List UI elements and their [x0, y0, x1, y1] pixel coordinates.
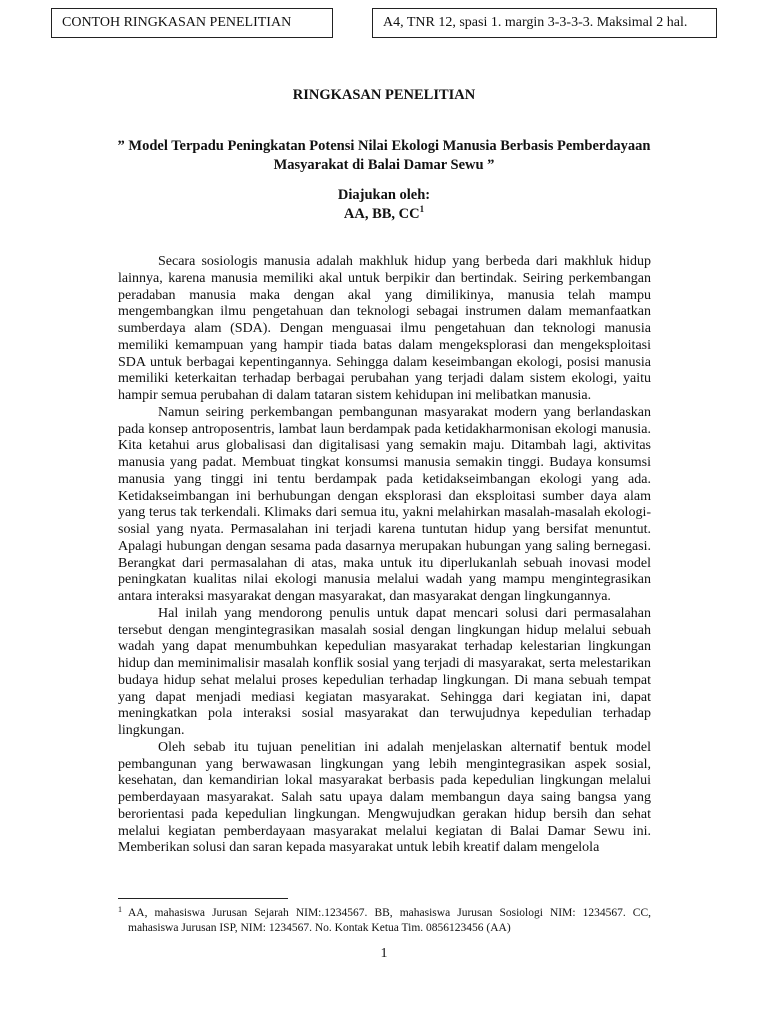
- paragraph: Namun seiring perkembangan pembangunan masyarakat modern yang berlandaskan pada konsep antroposentris, lambat laun berdampak pada ketidakharmonisan ekologi manusia. Kita ketahui arus globalisasi dan digitalisasi yang semakin maju. Ditambah lagi, aktivitas manusia yang padat. Membuat tingkat konsumsi manusia semakin tinggi. Budaya konsumsi manusia yang tinggi ini tentu berdampak pada ketidakseimbangan ekologi yang ada. Ketidakseimbangan ini berhubungan dengan eksplorasi dan eksploitasi sumber daya alam yang terus tak terkendali. Klimaks dari semua itu, yakni melahirkan masalah-masalah ekologi-sosial yang nyata. Permasalahan ini terjadi karena tuntutan hidup yang bersifat menuntut. Apalagi hubungan dengan sesama pada dasarnya merupakan hubungan yang saling bernegasi. Berangkat dari permasalahan di atas, maka untuk itu diperlukanlah sebuah inovasi model peningkatan kualitas nilai ekologi manusia melalui wadah yang mampu mengintegrasikan antara interaksi masyarakat dengan masyarakat, dan masyarakat dengan lingkungannya.: [118, 404, 651, 604]
- authors-names: AA, BB, CC: [343, 205, 420, 222]
- format-note-box: [372, 8, 717, 38]
- research-title-line-1: ” Model Terpadu Peningkatan Potensi Nilai Ekologi Manusia Berbasis Pemberdayaan: [117, 138, 651, 154]
- authors: [0, 204, 768, 223]
- page-number: 1: [380, 946, 388, 961]
- research-title: [0, 137, 768, 175]
- paragraph: Hal inilah yang mendorong penulis untuk dapat mencari solusi dari permasalahan tersebut dengan mengintegrasikan masalah sosial dengan lingkungan hidup melalui sebuah wadah yang dapat menumbuhkan kepedulian masyarakat terhadap kelestarian lingkungan hidup dan meminimalisir masalah konflik sosial yang terjadi di masyarakat, serta melestarikan budaya hidup sehat melalui proses kepedulian terhadap lingkungan. Di mana sebuah tempat yang dapat menjadi mediasi kegiatan masyarakat. Sehingga dari kegiatan ini, dapat meningkatkan pola interaksi sosial masyarakat dan terwujudnya kepedulian terhadap lingkungan.: [118, 605, 651, 738]
- footnote: [118, 906, 651, 935]
- header-label-box: [51, 8, 333, 38]
- format-note: A4, TNR 12, spasi 1. margin 3-3-3-3. Maksimal 2 hal.: [383, 15, 688, 30]
- submitted-by-label: Diajukan oleh:: [337, 187, 431, 203]
- footnote-divider: [118, 898, 288, 899]
- paragraph: Secara sosiologis manusia adalah makhluk hidup yang berbeda dari makhluk hidup lainnya, karena manusia memiliki akal untuk berpikir dan bertindak. Seiring perkembangan peradaban manusia maka dengan akal yang dimilikinya, manusia telah mampu mengembangkan ilmu pengetahuan dan teknologi sebagai instrumen dalam memanfaatkan sumberdaya alam (SDA). Dengan menguasai ilmu pengetahuan dan teknologi manusia memiliki kemampuan yang hampir tiada batas dalam mengeksplorasi dan mengeksploitasi SDA untuk berbagai kepentingannya. Sehingga dalam keseimbangan ekologi, posisi manusia memiliki keterkaitan terhadap berbagai perubahan yang terjadi dalam sistem ekologi, yaitu hampir semua perubahan di dalam tataran sistem kehidupan ini melibatkan manusia.: [118, 254, 651, 403]
- footnote-text: AA, mahasiswa Jurusan Sejarah NIM:.1234567. BB, mahasiswa Jurusan Sosiologi NIM: 1234567. CC, mahasiswa Jurusan ISP, NIM: 1234567. No. Kontak Ketua Tim. 0856123456 (AA): [128, 907, 651, 934]
- paragraph: Oleh sebab itu tujuan penelitian ini adalah menjelaskan alternatif bentuk model pembangunan yang berwawasan lingkungan yang lebih mengintegrasikan aspek sosial, kesehatan, dan kemandirian lokal masyarakat berbasis pada kepedulian lingkungan melalui pemberdayaan masyarakat. Salah satu upaya dalam membangun daya saing bangsa yang berorientasi pada kepedulian lingkungan. Mengwujudkan gerakan hidup bersih dan sehat melalui kegiatan pemberdayaan masyarakat melalui kegiatan di Balai Damar Sewu ini. Memberikan solusi dan saran kepada masyarakat untuk lebih kreatif dalam mengelola: [118, 739, 651, 856]
- research-title-line-2: Masyarakat di Balai Damar Sewu ”: [273, 157, 495, 173]
- header-label: CONTOH RINGKASAN PENELITIAN: [62, 15, 292, 30]
- document-title: RINGKASAN PENELITIAN: [292, 87, 476, 103]
- footnote-mark: 1: [118, 905, 122, 914]
- summary-body: [118, 254, 651, 857]
- footnote-ref: 1: [419, 204, 425, 214]
